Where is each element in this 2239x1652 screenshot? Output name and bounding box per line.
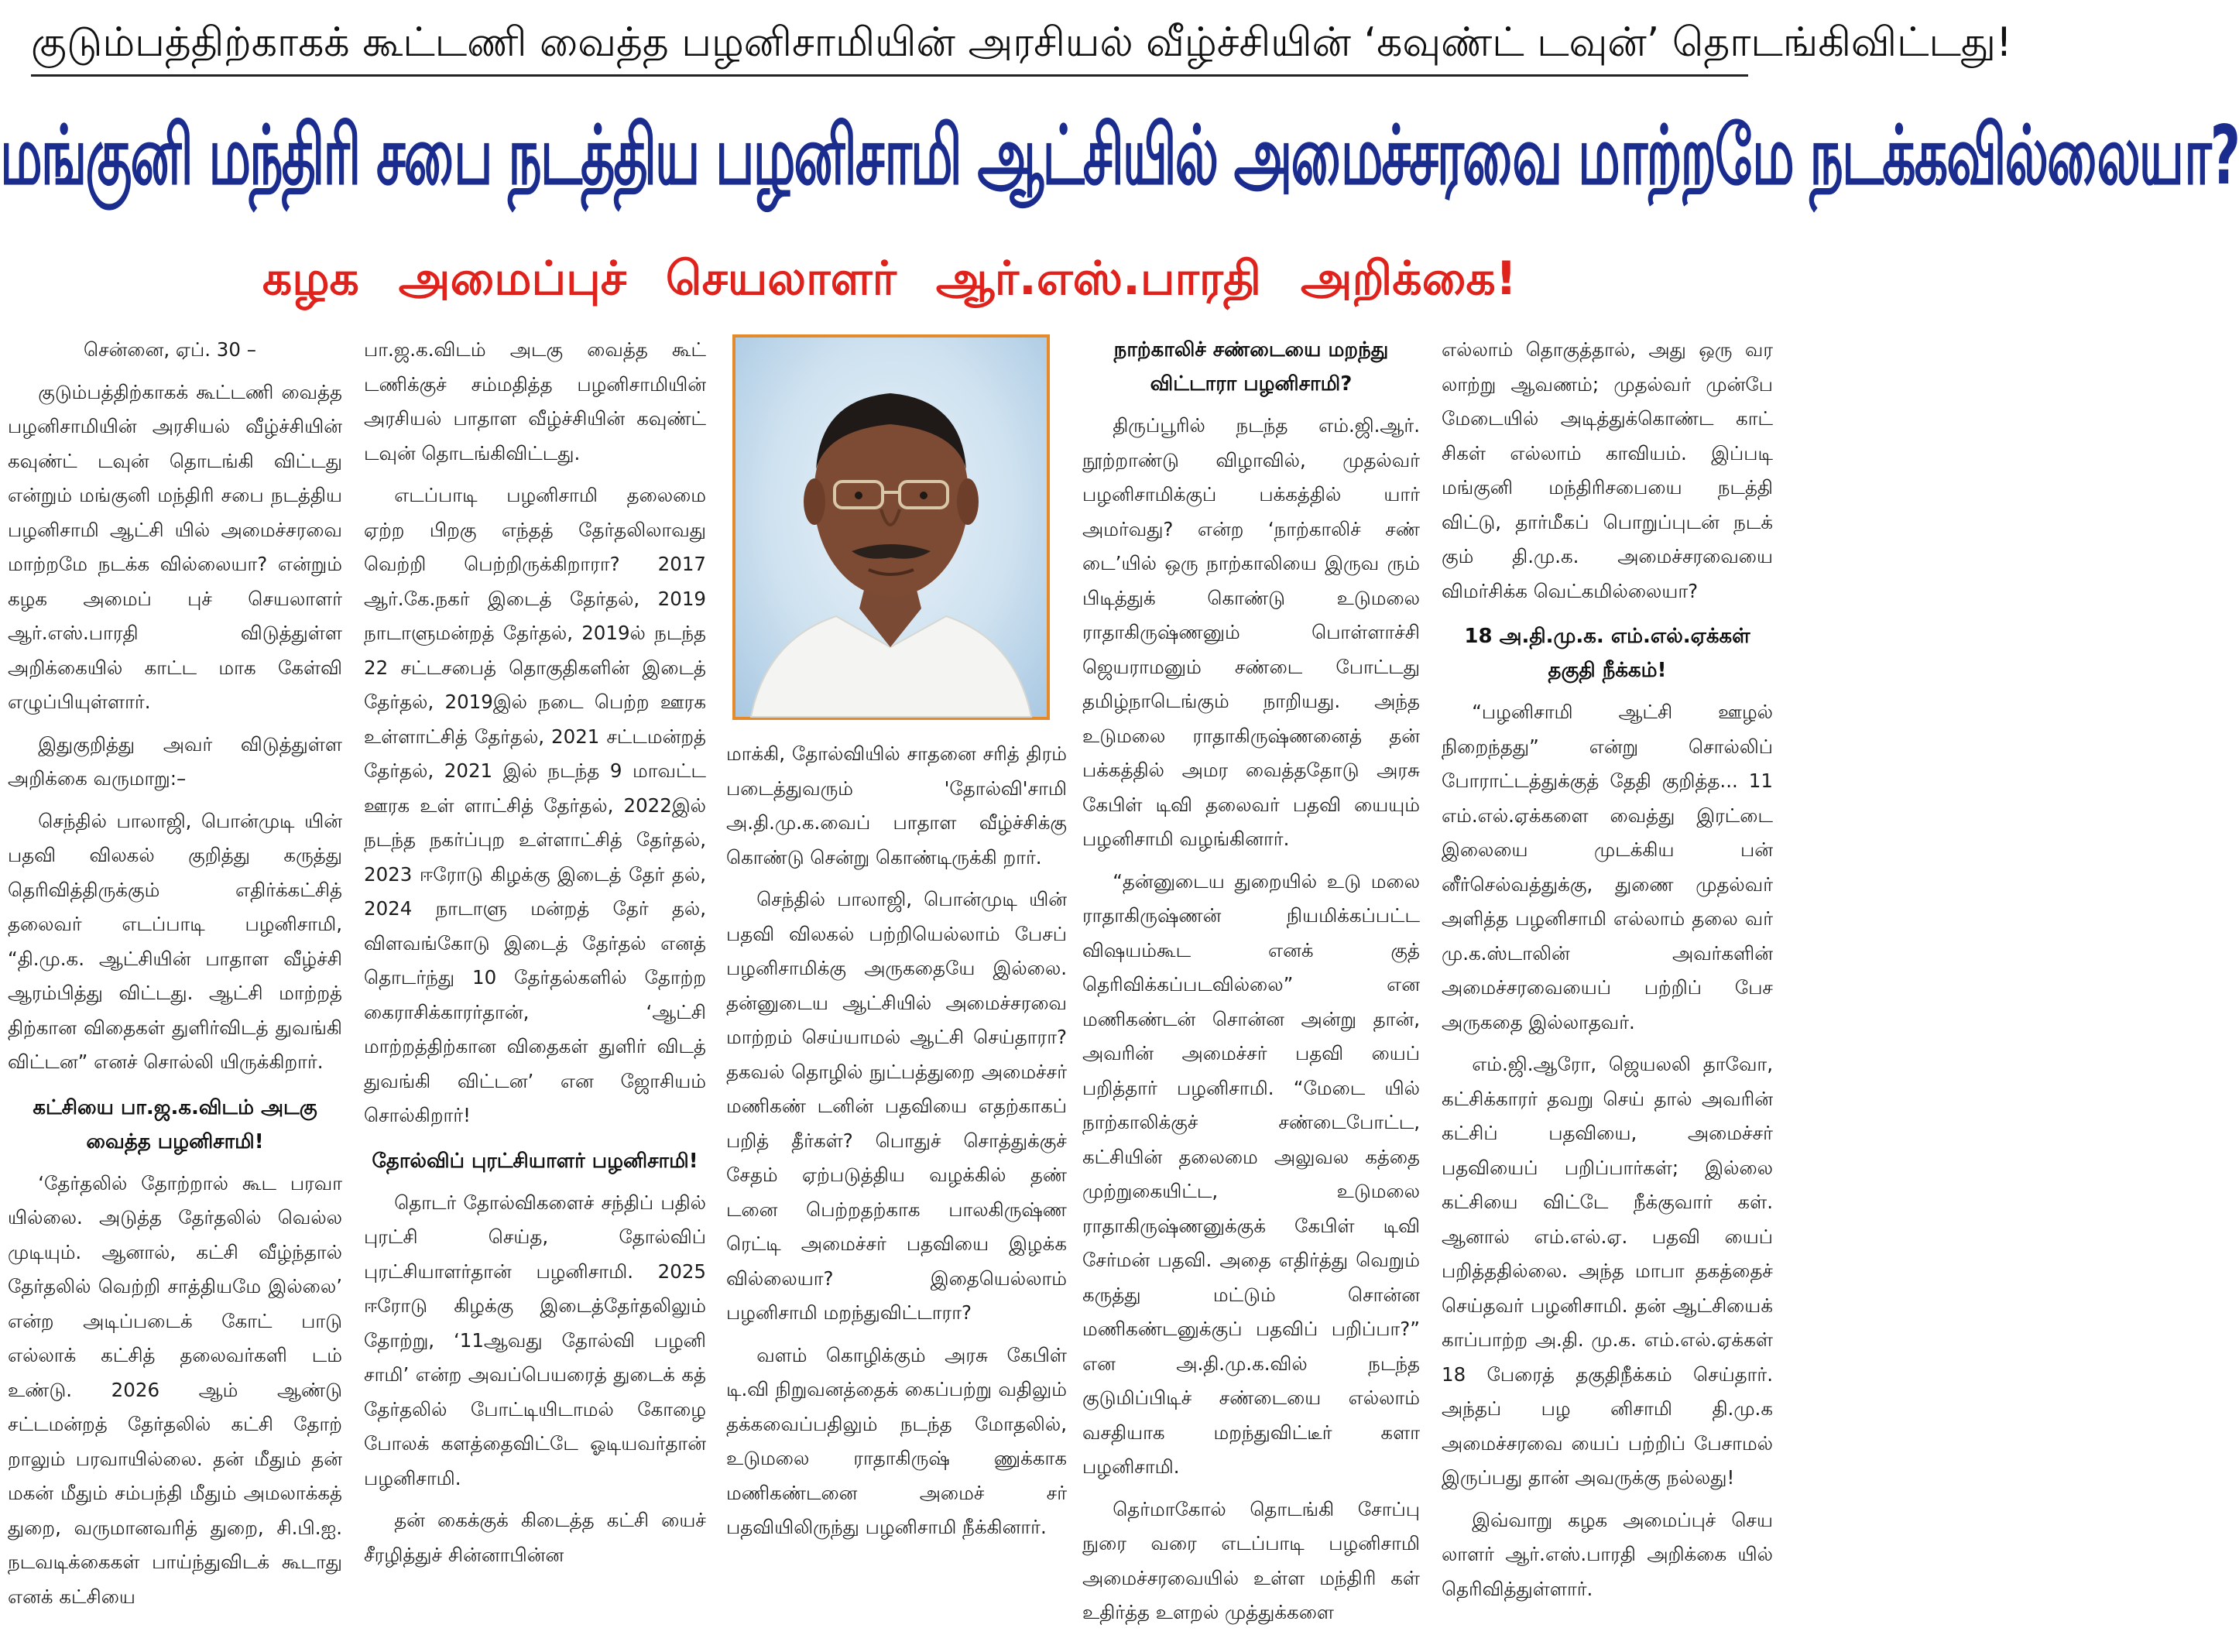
paragraph: மாக்கி, தோல்வியில் சாதனை சரித் திரம் படைத்துவரும் 'தோல்வி'சாமி அ.தி.மு.க.வைப் பாதாள வீழ்ச்சிக்கு கொண்டு சென்று கொண்டிருக்கி றார். (726, 742, 1067, 869)
paragraph: “தன்னுடைய துறையில் உடு மலை ராதாகிருஷ்ணன் நியமிக்கப்பட்ட விஷயம்கூட எனக் குத் தெரிவிக்கப்படவில்லை” என மணிகண்டன் சொன்ன அன்று தான், அவரின் அமைச்சர் பதவி யைப் பறித்தார் பழனிசாமி. “மேடை யில் நாற்காலிக்குச் சண்டைபோட்ட, கட்சியின் தலைமை அலுவல கத்தை முற்றுகையிட்ட, உடுமலை ராதாகிருஷ்ணனுக்குக் கேபிள் டிவி சேர்மன் பதவி. அதை எதிர்த்து வெறும் கருத்து மட்டும் சொன்ன மணிகண்டனுக்குப் பதவிப் பறிப்பா?” என அ.தி.மு.க.வில் நடந்த குடுமிப்பிடிச் சண்டையை எல்லாம் வசதியாக மறந்துவிட்டீர் களா பழனிசாமி. (1082, 869, 1420, 1478)
paragraph: செந்தில் பாலாஜி, பொன்முடி யின் பதவி விலகல் குறித்து கருத்து தெரிவித்திருக்கும் எதிர்க்கட்சித் தலைவர் எடப்பாடி பழனிசாமி, “தி.மு.க. ஆட்சியின் பாதாள வீழ்ச்சி ஆரம்பித்து விட்டது. ஆட்சி மாற்றத் திற்கான விதைகள் துளிர்விடத் துவங்கி விட்டன” எனச் சொல்லி யிருக்கிறார். (8, 809, 342, 1073)
paragraph: எடப்பாடி பழனிசாமி தலைமை ஏற்ற பிறகு எந்தத் தேர்தலிலாவது வெற்றி பெற்றிருக்கிறாரா? 2017 ஆர்.கே.நகர் இடைத் தேர்தல், 2019 நாடாளுமன்றத் தேர்தல், 2019ல் நடந்த 22 சட்டசபைத் தொகுதிகளின் இடைத் தேர்தல், 2019இல் நடை பெற்ற ஊரக உள்ளாட்சித் தேர்தல், 2021 சட்டமன்றத் தேர்தல், 2021 இல் நடந்த 9 மாவட்ட ஊரக உள் ளாட்சித் தேர்தல், 2022இல் நடந்த நகர்ப்புற உள்ளாட்சித் தேர்தல், 2023 ஈரோடு கிழக்கு இடைத் தேர் தல், 2024 நாடாளு மன்றத் தேர் தல், விளவங்கோடு இடைத் தேர்தல் எனத் தொடர்ந்து 10 தேர்தல்களில் தோற்ற கைராசிக்காரர்தான், ‘ஆட்சி மாற்றத்திற்கான விதைகள் துளிர் விடத் துவங்கி விட்டன’ என ஜோசியம் சொல்கிறார்! (364, 484, 706, 1126)
paragraph: ‘தேர்தலில் தோற்றால் கூட பரவா யில்லை. அடுத்த தேர்தலில் வெல்ல முடியும். ஆனால், கட்சி வீழ்ந்தால் தேர்தலில் வெற்றி சாத்தியமே இல்லை’ என்ற அடிப்படைக் கோட் பாடு எல்லாக் கட்சித் தலைவர்களி டம் உண்டு. 2026 ஆம் ஆண்டு சட்டமன்றத் தேர்தலில் கட்சி தோற் றாலும் பரவாயில்லை. தன் மீதும் தன் மகன் மீதும் சம்பந்தி மீதும் அமலாக்கத் துறை, வருமானவரித் துறை, சி.பி.ஐ. நடவடிக்கைகள் பாய்ந்துவிடக் கூடாது எனக் கட்சியை (8, 1171, 342, 1608)
main-headline: மங்குனி மந்திரி சபை நடத்திய பழனிசாமி ஆட்சியில் அமைச்சரவை மாற்றமே நடக்கவில்லையா? (0, 109, 2239, 204)
paragraph: பா.ஜ.க.விடம் அடகு வைத்த கூட் டணிக்குச் சம்மதித்த பழனிசாமியின் அரசியல் பாதாள வீழ்ச்சியின் கவுண்ட் டவுன் தொடங்கிவிட்டது. (364, 338, 706, 464)
kicker-line: குடும்பத்திற்காகக் கூட்டணி வைத்த பழனிசாமியின் அரசியல் வீழ்ச்சியின் ‘கவுண்ட் டவுன்’ தொடங்கிவிட்டது! (31, 11, 1748, 77)
paragraph: எல்லாம் தொகுத்தால், அது ஒரு வர லாற்று ஆவணம்; முதல்வர் முன்பே மேடையில் அடித்துக்கொண்ட காட் சிகள் எல்லாம் காவியம். இப்படி மங்குனி மந்திரிசபையை நடத்தி விட்டு, தார்மீகப் பொறுப்புடன் நடக் கும் தி.மு.க. அமைச்சரவையை விமர்சிக்க வெட்கமில்லையா? (1442, 338, 1773, 602)
portrait-image (735, 338, 1047, 717)
paragraph: தொடர் தோல்விகளைச் சந்திப் பதில் புரட்சி செய்த, தோல்விப் புரட்சியாளர்தான் பழனிசாமி. 2025 ஈரோடு கிழக்கு இடைத்தேர்தலிலும் தோற்று, ‘11ஆவது தோல்வி பழனி சாமி’ என்ற அவப்பெயரைத் துடைக் கத் தேர்தலில் போட்டியிடாமல் கோழை போலக் களத்தைவிட்டே ஓடியவர்தான் பழனிசாமி. (364, 1191, 706, 1489)
subheadline: கழக அமைப்புச் செயலாளர் ஆர்.எஸ்.பாரதி அறிக்கை! (262, 252, 1517, 306)
section-heading: தோல்விப் புரட்சியாளர் பழனிசாமி! (372, 1149, 698, 1173)
paragraph: எம்.ஜி.ஆரோ, ஜெயலலி தாவோ, கட்சிக்காரர் தவறு செய் தால் அவரின் கட்சிப் பதவியை, அமைச்சர் பதவியைப் பறிப்பார்கள்; இல்லை கட்சியை விட்டே நீக்குவார் கள். ஆனால் எம்.எல்.ஏ. பதவி யைப் பறித்ததில்லை. அந்த மாபா தகத்தைச் செய்தவர் பழனிசாமி. தன் ஆட்சியைக் காப்பாற்ற அ.தி. மு.க. எம்.எல்.ஏக்கள் 18 பேரைத் தகுதிநீக்கம் செய்தார். அந்தப் பழ னிசாமி தி.மு.க அமைச்சரவை யைப் பற்றிப் பேசாமல் இருப்பது தான் அவருக்கு நல்லது! (1442, 1053, 1773, 1489)
paragraph: வளம் கொழிக்கும் அரசு கேபிள் டி.வி நிறுவனத்தைக் கைப்பற்று வதிலும் தக்கவைப்பதிலும் நடந்த மோதலில், உடுமலை ராதாகிருஷ் ணுக்காக மணிகண்டனை அமைச் சர் பதவியிலிருந்து பழனிசாமி நீக்கினார். (726, 1343, 1067, 1538)
paragraph: திருப்பூரில் நடந்த எம்.ஜி.ஆர். நூற்றாண்டு விழாவில், முதல்வர் பழனிசாமிக்குப் பக்கத்தில் யார் அமர்வது? என்ற ‘நாற்காலிச் சண் டை’யில் ஒரு நாற்காலியை இருவ ரும் பிடித்துக் கொண்டு உடுமலை ராதாகிருஷ்ணனும் பொள்ளாச்சி ஜெயராமனும் சண்டை போட்டது தமிழ்நாடெங்கும் நாறியது. அந்த உடுமலை ராதாகிருஷ்ணனைத் தன் பக்கத்தில் அமர வைத்ததோடு அரசு கேபிள் டிவி தலைவர் பதவி யையும் பழனிசாமி வழங்கினார். (1082, 414, 1420, 850)
portrait-photo (732, 334, 1050, 720)
section-heading: 18 அ.தி.மு.க. எம்.எல்.ஏக்கள் தகுதி நீக்கம்! (1464, 625, 1750, 682)
article-column-2 (364, 333, 706, 1646)
section-heading: கட்சியை பா.ஜ.க.விடம் அடகு வைத்த பழனிசாமி! (33, 1095, 317, 1153)
article-column-5 (1442, 333, 1773, 1646)
section-heading: நாற்காலிச் சண்டையை மறந்து விட்டாரா பழனிசாமி? (1113, 338, 1389, 396)
paragraph: இதுகுறித்து அவர் விடுத்துள்ள அறிக்கை வருமாறு:– (8, 732, 342, 790)
article-column-3 (726, 737, 1067, 1646)
paragraph: இவ்வாறு கழக அமைப்புச் செய லாளர் ஆர்.எஸ்.பாரதி அறிக்கை யில் தெரிவித்துள்ளார். (1442, 1508, 1773, 1600)
paragraph: செந்தில் பாலாஜி, பொன்முடி யின் பதவி விலகல் பற்றியெல்லாம் பேசப் பழனிசாமிக்கு அருகதையே இல்லை. தன்னுடைய ஆட்சியில் அமைச்சரவை மாற்றம் செய்யாமல் ஆட்சி செய்தாரா? தகவல் தொழில் நுட்பத்துறை அமைச்சர் மணிகண் டனின் பதவியை எதற்காகப் பறித் தீர்கள்? பொதுச் சொத்துக்குச் சேதம் ஏற்படுத்திய வழக்கில் தண் டனை பெற்றதற்காக பாலகிருஷ்ண ரெட்டி அமைச்சர் பதவியை இழக்க வில்லையா? இதையெல்லாம் பழனிசாமி மறந்துவிட்டாரா? (726, 888, 1067, 1324)
dateline: சென்னை, ஏப். 30 – (84, 338, 257, 361)
paragraph: தெர்மாகோல் தொடங்கி சோப்பு நுரை வரை எடப்பாடி பழனிசாமி அமைச்சரவையில் உள்ள மந்திரி கள் உதிர்த்த உளறல் முத்துக்களை (1082, 1497, 1420, 1623)
article-column-4 (1082, 333, 1420, 1646)
paragraph: “பழனிசாமி ஆட்சி ஊழல் நிறைந்தது” என்று சொல்லிப் போராட்டத்துக்குத் தேதி குறித்த... 11 எம்.எல்.ஏக்களை வைத்து இரட்டை இலையை முடக்கிய பன் னீர்செல்வத்துக்கு, துணை முதல்வர் அளித்த பழனிசாமி எல்லாம் தலை வர் மு.க.ஸ்டாலின் அவர்களின் அமைச்சரவையைப் பற்றிப் பேச அருகதை இல்லாதவர். (1442, 701, 1773, 1033)
article-column-1 (8, 333, 342, 1646)
paragraph: குடும்பத்திற்காகக் கூட்டணி வைத்த பழனிசாமியின் அரசியல் வீழ்ச்சியின் கவுண்ட் டவுன் தொடங்கி விட்டது என்றும் மங்குனி மந்திரி சபை நடத்திய பழனிசாமி ஆட்சி யில் அமைச்சரவை மாற்றமே நடக்க வில்லையா? என்றும் கழக அமைப் புச் செயலாளர் ஆர்.எஸ்.பாரதி விடுத்துள்ள அறிக்கையில் காட்ட மாக கேள்வி எழுப்பியுள்ளார். (8, 380, 342, 713)
paragraph: தன் கைக்குக் கிடைத்த கட்சி யைச் சீரழித்துச் சின்னாபின்ன (364, 1509, 706, 1566)
